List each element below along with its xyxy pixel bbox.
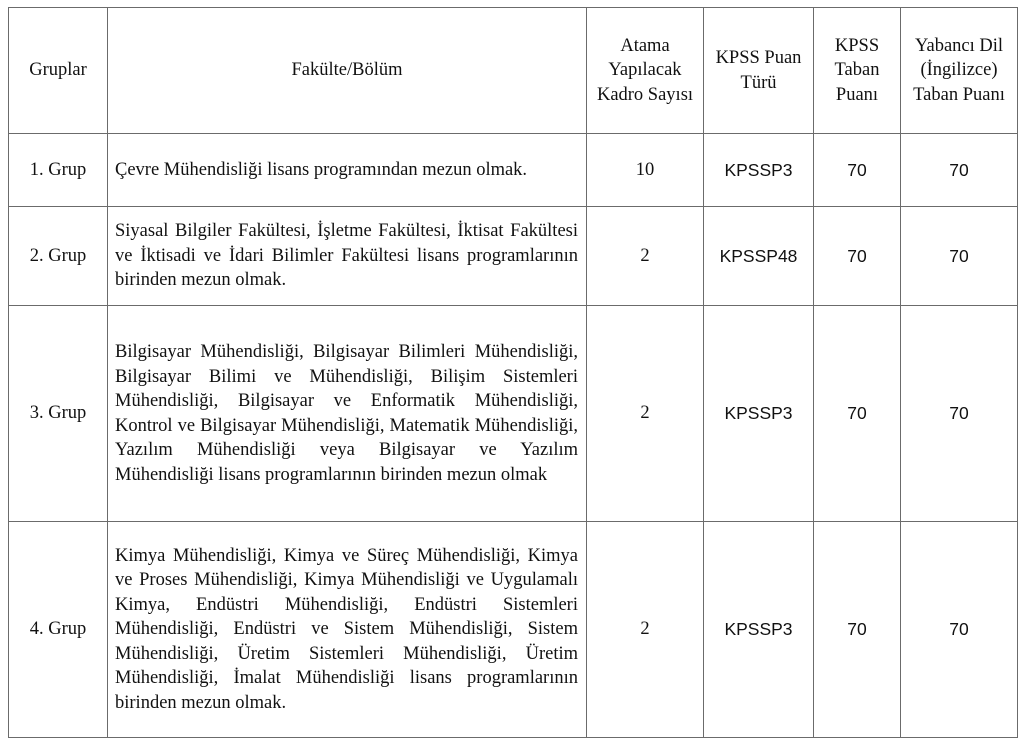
score-type-cell: KPSSP3 (704, 134, 814, 207)
base-score-cell: 70 (814, 522, 901, 738)
header-count: Atama Yapılacak Kadro Sayısı (587, 8, 704, 134)
faculty-cell (108, 207, 587, 306)
table-row (9, 134, 1018, 207)
faculty-cell (108, 134, 587, 207)
document-page (8, 7, 1013, 738)
faculty-text: Kimya Mühendisliği, Kimya ve Süreç Mühendisliği, Kimya ve Proses Mühendisliği, Kimya Mühendisliği ve Uygulamalı Kimya, Endüstri Mühendisliği, Endüstri Sistemleri Mühendisliği, Endüstri ve Sistem Mühendisliği, Sistem Mühendisliği, Üretim Sistemleri Mühendisliği, Üretim Mühendisliği, İmalat Mühendisliği lisans programlarının birinden mezun olmak. (115, 545, 578, 713)
header-faculty: Fakülte/Bölüm (108, 8, 587, 134)
header-base-score: KPSS Taban Puanı (814, 8, 901, 134)
faculty-cell (108, 306, 587, 522)
group-cell: 4. Grup (9, 522, 108, 738)
language-score-cell: 70 (901, 207, 1018, 306)
base-score-cell: 70 (814, 134, 901, 207)
table-row (9, 522, 1018, 738)
header-score-type: KPSS Puan Türü (704, 8, 814, 134)
group-cell: 1. Grup (9, 134, 108, 207)
count-cell: 2 (587, 306, 704, 522)
table-header-row (9, 8, 1018, 134)
language-score-cell: 70 (901, 522, 1018, 738)
header-groups: Gruplar (9, 8, 108, 134)
base-score-cell: 70 (814, 306, 901, 522)
score-type-cell: KPSSP3 (704, 522, 814, 738)
group-cell: 3. Grup (9, 306, 108, 522)
faculty-text: Bilgisayar Mühendisliği, Bilgisayar Bilimleri Mühendisliği, Bilgisayar Bilimi ve Mühendisliği, Bilişim Sistemleri Mühendisliği, Bilgisayar ve Enformatik Mühendisliği, Kontrol ve Bilgisayar Mühendisliği, Matematik Mühendisliği, Yazılım Mühendisliği veya Bilgisayar ve Yazılım Mühendisliği lisans programlarının birinden mezun olmak (115, 342, 578, 485)
group-cell: 2. Grup (9, 207, 108, 306)
staffing-table (8, 7, 1018, 738)
language-score-cell: 70 (901, 134, 1018, 207)
language-score-cell: 70 (901, 306, 1018, 522)
base-score-cell: 70 (814, 207, 901, 306)
table-row (9, 306, 1018, 522)
count-cell: 2 (587, 207, 704, 306)
header-language-score: Yabancı Dil (İngilizce) Taban Puanı (901, 8, 1018, 134)
faculty-text: Çevre Mühendisliği lisans programından mezun olmak. (115, 159, 528, 180)
count-cell: 2 (587, 522, 704, 738)
score-type-cell: KPSSP3 (704, 306, 814, 522)
score-type-cell: KPSSP48 (704, 207, 814, 306)
table-row (9, 207, 1018, 306)
faculty-text: Siyasal Bilgiler Fakültesi, İşletme Fakültesi, İktisat Fakültesi ve İktisadi ve İdari Bilimler Fakültesi lisans programlarının birinden mezun olmak. (115, 221, 578, 291)
count-cell: 10 (587, 134, 704, 207)
faculty-cell (108, 522, 587, 738)
